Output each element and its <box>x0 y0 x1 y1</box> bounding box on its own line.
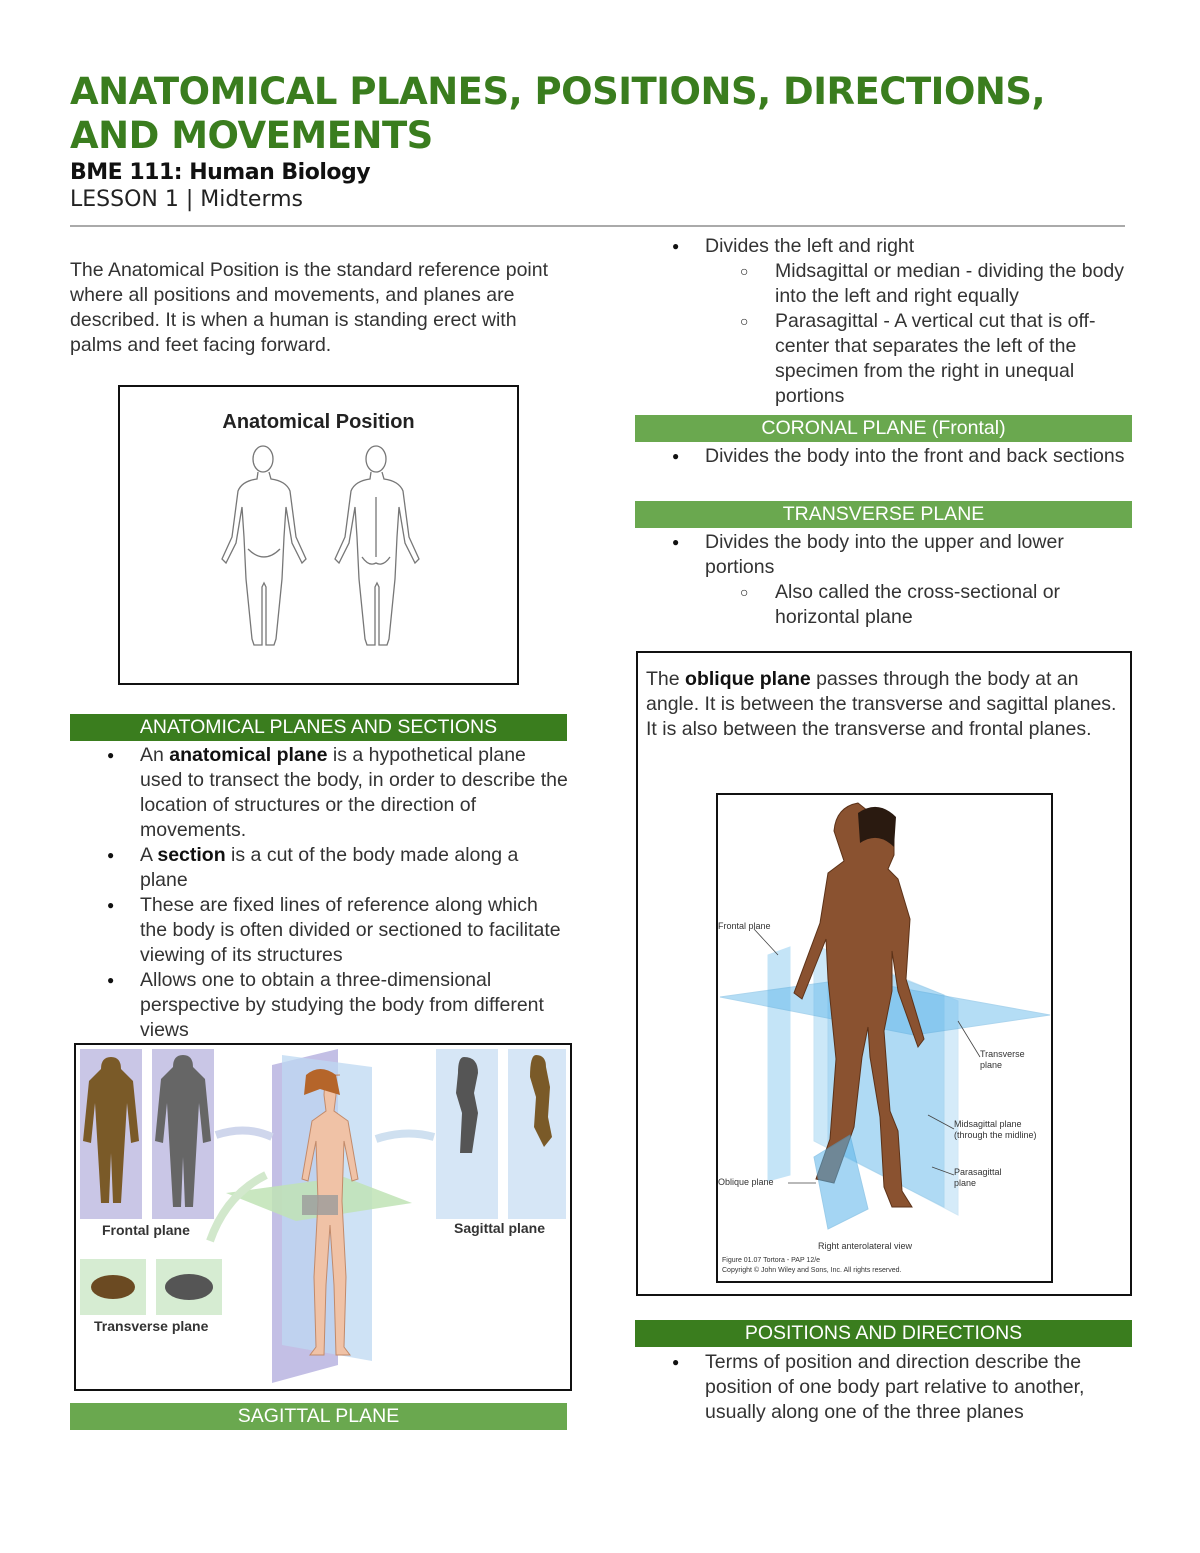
view-label: Right anterolateral view <box>818 1241 913 1251</box>
frontal-plane-label: Frontal plane <box>718 921 771 931</box>
body-outline-illustration <box>120 387 517 683</box>
list-item: ● These are fixed lines of reference along which the body is often divided or sectioned to facilitate viewing of its structures <box>70 893 570 968</box>
lesson-label: LESSON 1 | Midterms <box>70 187 304 212</box>
course-name: BME 111: Human Biology <box>70 160 371 185</box>
frontal-plane-caption: Frontal plane <box>102 1222 190 1238</box>
transverse-list <box>635 530 1135 630</box>
copyright-notice: Copyright © John Wiley and Sons, Inc. All rights reserved. <box>722 1267 902 1274</box>
sagittal-list <box>635 234 1135 409</box>
section-heading-anatomical-planes: ANATOMICAL PLANES AND SECTIONS <box>70 714 567 741</box>
oblique-plane-box <box>636 651 1132 1296</box>
coronal-list <box>635 444 1135 469</box>
oblique-illustration <box>718 795 1051 1281</box>
intro-paragraph: The Anatomical Position is the standard reference point where all positions and movements, and planes are described. It is when a human is standing erect with palms and feet facing forward. <box>70 259 549 356</box>
positions-list <box>635 1350 1135 1425</box>
list-item: ● An anatomical plane is a hypothetical plane used to transect the body, in order to describe the location of structures or the direction of movements. <box>70 743 570 843</box>
list-item: ● A section is a cut of the body made along a plane <box>70 843 570 893</box>
parasagittal-plane-label: Parasagittal plane <box>954 1167 1002 1188</box>
list-item: ● Terms of position and direction describe the position of one body part relative to another, usually along one of the three planes <box>635 1350 1135 1425</box>
list-subitem: ○ Midsagittal or median - dividing the body into the left and right equally <box>635 259 1135 309</box>
list-item: ● Divides the left and right <box>635 234 1135 259</box>
oblique-figure <box>716 793 1053 1283</box>
list-item: ● Allows one to obtain a three-dimensional perspective by studying the body from different views <box>70 968 570 1043</box>
anatomical-planes-list <box>70 743 570 1043</box>
planes-figure <box>74 1043 572 1391</box>
section-heading-sagittal: SAGITTAL PLANE <box>70 1403 567 1430</box>
transverse-plane-caption: Transverse plane <box>94 1318 209 1334</box>
header-divider <box>70 225 1125 227</box>
section-heading-transverse: TRANSVERSE PLANE <box>635 501 1132 528</box>
section-heading-coronal: CORONAL PLANE (Frontal) <box>635 415 1132 442</box>
page-title: ANATOMICAL PLANES, POSITIONS, DIRECTIONS, AND MOVEMENTS <box>70 70 1046 157</box>
figure-reference: Figure 01.07 Tortora - PAP 12/e <box>722 1257 821 1264</box>
list-item: ● Divides the body into the front and back sections <box>635 444 1135 469</box>
midsagittal-plane-label: Midsagittal plane (through the midline) <box>954 1119 1037 1140</box>
sagittal-plane-caption: Sagittal plane <box>454 1220 546 1236</box>
oblique-paragraph: The oblique plane passes through the body at an angle. It is between the transverse and sagittal planes. It is also between the transverse and frontal planes. <box>646 668 1117 740</box>
list-subitem: ○ Also called the cross-sectional or horizontal plane <box>635 580 1135 630</box>
list-subitem: ○ Parasagittal - A vertical cut that is off-center that separates the left of the specimen from the right in unequal portions <box>635 309 1135 409</box>
anatomical-position-figure <box>118 385 519 685</box>
list-item: ● Divides the body into the upper and lower portions <box>635 530 1135 580</box>
planes-illustration <box>76 1045 570 1389</box>
section-heading-positions: POSITIONS AND DIRECTIONS <box>635 1320 1132 1347</box>
oblique-plane-label: Oblique plane <box>718 1177 774 1187</box>
figure-title: Anatomical Position <box>222 411 415 433</box>
transverse-plane-label: Transverse plane <box>980 1049 1025 1070</box>
